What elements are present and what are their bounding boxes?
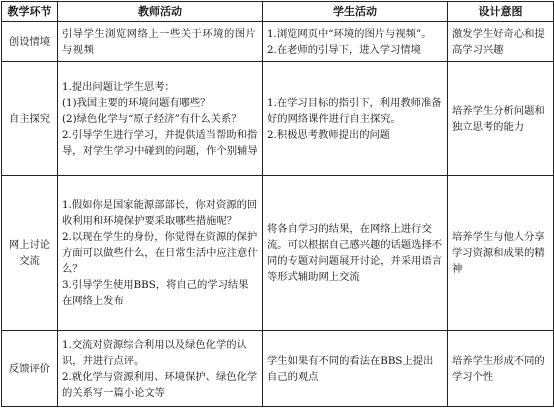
teacher-activity-line: (1)我国主要的环境问题有哪些？ — [62, 96, 211, 109]
student-activity-line: 2.在老师的引导下，进入学习情境 — [267, 43, 421, 56]
teacher-activity-line: 2.就化学与资源利用、环境保护、绿色化学的关系写一篇小论文等 — [62, 370, 258, 399]
teacher-activity-line: 2.以现在学生的身份，你觉得在资源的保护方面可以做些什么，在日常生活中应注意什么？ — [62, 231, 258, 275]
teacher-activity-cell — [58, 176, 263, 331]
student-activity-cell — [263, 331, 448, 407]
student-activity-line: 学生如果有不同的看法在BBS上提出自己的观点 — [267, 354, 434, 383]
header-teacher-activity: 教师活动 — [58, 2, 263, 22]
design-intent-cell: 培养学生与他人分享学习资源和成果的精神 — [448, 176, 554, 331]
teacher-activity-line: (2)绿色化学与“原子经济”有什么关系？ — [62, 112, 242, 125]
design-intent-cell: 培养学生分析问题和独立思考的能力 — [448, 62, 554, 176]
stage-cell: 自主探究 — [2, 62, 58, 176]
table-row — [2, 331, 554, 407]
header-stage: 教学环节 — [2, 2, 58, 22]
teacher-activity-line: 2.引导学生进行学习，并提供适当帮助和指导，对学生学习中碰到的问题，作个别辅导 — [62, 128, 258, 157]
table-row — [2, 22, 554, 62]
student-activity-cell — [263, 62, 448, 176]
lesson-plan-table — [1, 1, 554, 407]
student-activity-line: 2.积极思考教师提出的问题 — [267, 128, 391, 141]
teacher-activity-line: 1.假如你是国家能源部部长，你对资源的回收利用和环境保护要采取哪些措施呢？ — [62, 199, 258, 227]
teacher-activity-line: 3.引导学生使用BBS，将自己的学习结果在网络上发布 — [62, 279, 249, 307]
header-row — [2, 2, 554, 22]
teacher-activity-line: 1.交流对资源综合利用以及绿色化学的认识，并进行点评。 — [62, 338, 247, 367]
teacher-activity-cell — [58, 22, 263, 62]
stage-cell: 网上讨论交流 — [2, 176, 58, 331]
table-row — [2, 176, 554, 331]
student-activity-cell — [263, 22, 448, 62]
table-row — [2, 62, 554, 176]
student-activity-line: 1.在学习目标的指引下，利用教师准备好的网络课件进行自主探究。 — [267, 96, 442, 125]
stage-cell: 反馈评价 — [2, 331, 58, 407]
student-activity-line: 1.浏览网页中“环境的图片与视频”。 — [267, 27, 432, 40]
teacher-activity-line: 引导学生浏览网络上一些关于环境的图片与视频 — [62, 27, 257, 56]
teacher-activity-line: 1.提出问题让学生思考： — [62, 80, 175, 93]
teacher-activity-cell — [58, 331, 263, 407]
stage-cell: 创设情境 — [2, 22, 58, 62]
design-intent-cell: 激发学生好奇心和提高学习兴趣 — [448, 22, 554, 62]
student-activity-line: 将各自学习的结果，在网络上进行交流。可以根据自己感兴趣的话题选择不同的专题对问题展开讨论，并采用语言等形式辅助网上交流 — [267, 223, 443, 283]
design-intent-cell: 培养学生形成不同的学习个性 — [448, 331, 554, 407]
teacher-activity-cell — [58, 62, 263, 176]
header-student-activity: 学生活动 — [263, 2, 448, 22]
header-design-intent: 设计意图 — [448, 2, 554, 22]
student-activity-cell — [263, 176, 448, 331]
